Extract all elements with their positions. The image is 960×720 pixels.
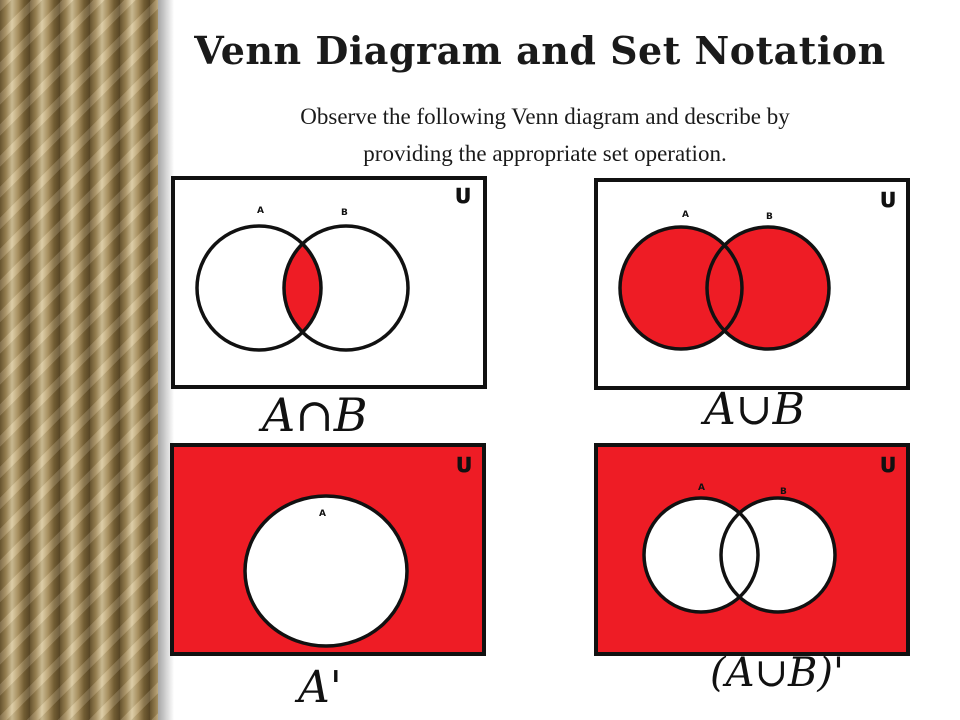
set-b-label: B <box>341 208 348 218</box>
venn-diagram-intersection <box>175 180 483 385</box>
set-a-label: A <box>257 206 264 216</box>
curtain-fold-texture <box>0 0 158 720</box>
set-a-label: A <box>698 483 705 493</box>
set-a-label: A <box>319 509 326 519</box>
venn-diagram-complement-a <box>174 447 482 652</box>
instruction-text <box>215 98 875 172</box>
venn-panel-union <box>594 178 910 390</box>
notation-intersection: A∩B <box>262 388 368 442</box>
venn-panel-complement-a <box>170 443 486 656</box>
instruction-line-1: Observe the following Venn diagram and describe by <box>300 104 790 129</box>
set-b-label: B <box>766 212 773 222</box>
universe-label: U <box>456 453 473 477</box>
venn-panel-intersection <box>171 176 487 389</box>
set-b-label: B <box>780 487 787 497</box>
curtain-border <box>0 0 158 720</box>
notation-union: A∪B <box>704 384 805 435</box>
universe-label: U <box>880 453 897 477</box>
instruction-line-2: providing the appropriate set operation. <box>363 141 727 166</box>
venn-panel-complement-union <box>594 443 910 656</box>
venn-diagram-complement-union <box>598 447 906 652</box>
slide-title: Venn Diagram and Set Notation <box>194 28 886 73</box>
set-a-label: A <box>682 210 689 220</box>
circle-a <box>245 496 407 646</box>
universe-label: U <box>455 184 472 208</box>
universe-label: U <box>880 188 897 212</box>
notation-complement-a: A' <box>298 662 342 713</box>
venn-diagram-union <box>598 182 906 386</box>
notation-complement-union: (A∪B)' <box>710 650 845 696</box>
